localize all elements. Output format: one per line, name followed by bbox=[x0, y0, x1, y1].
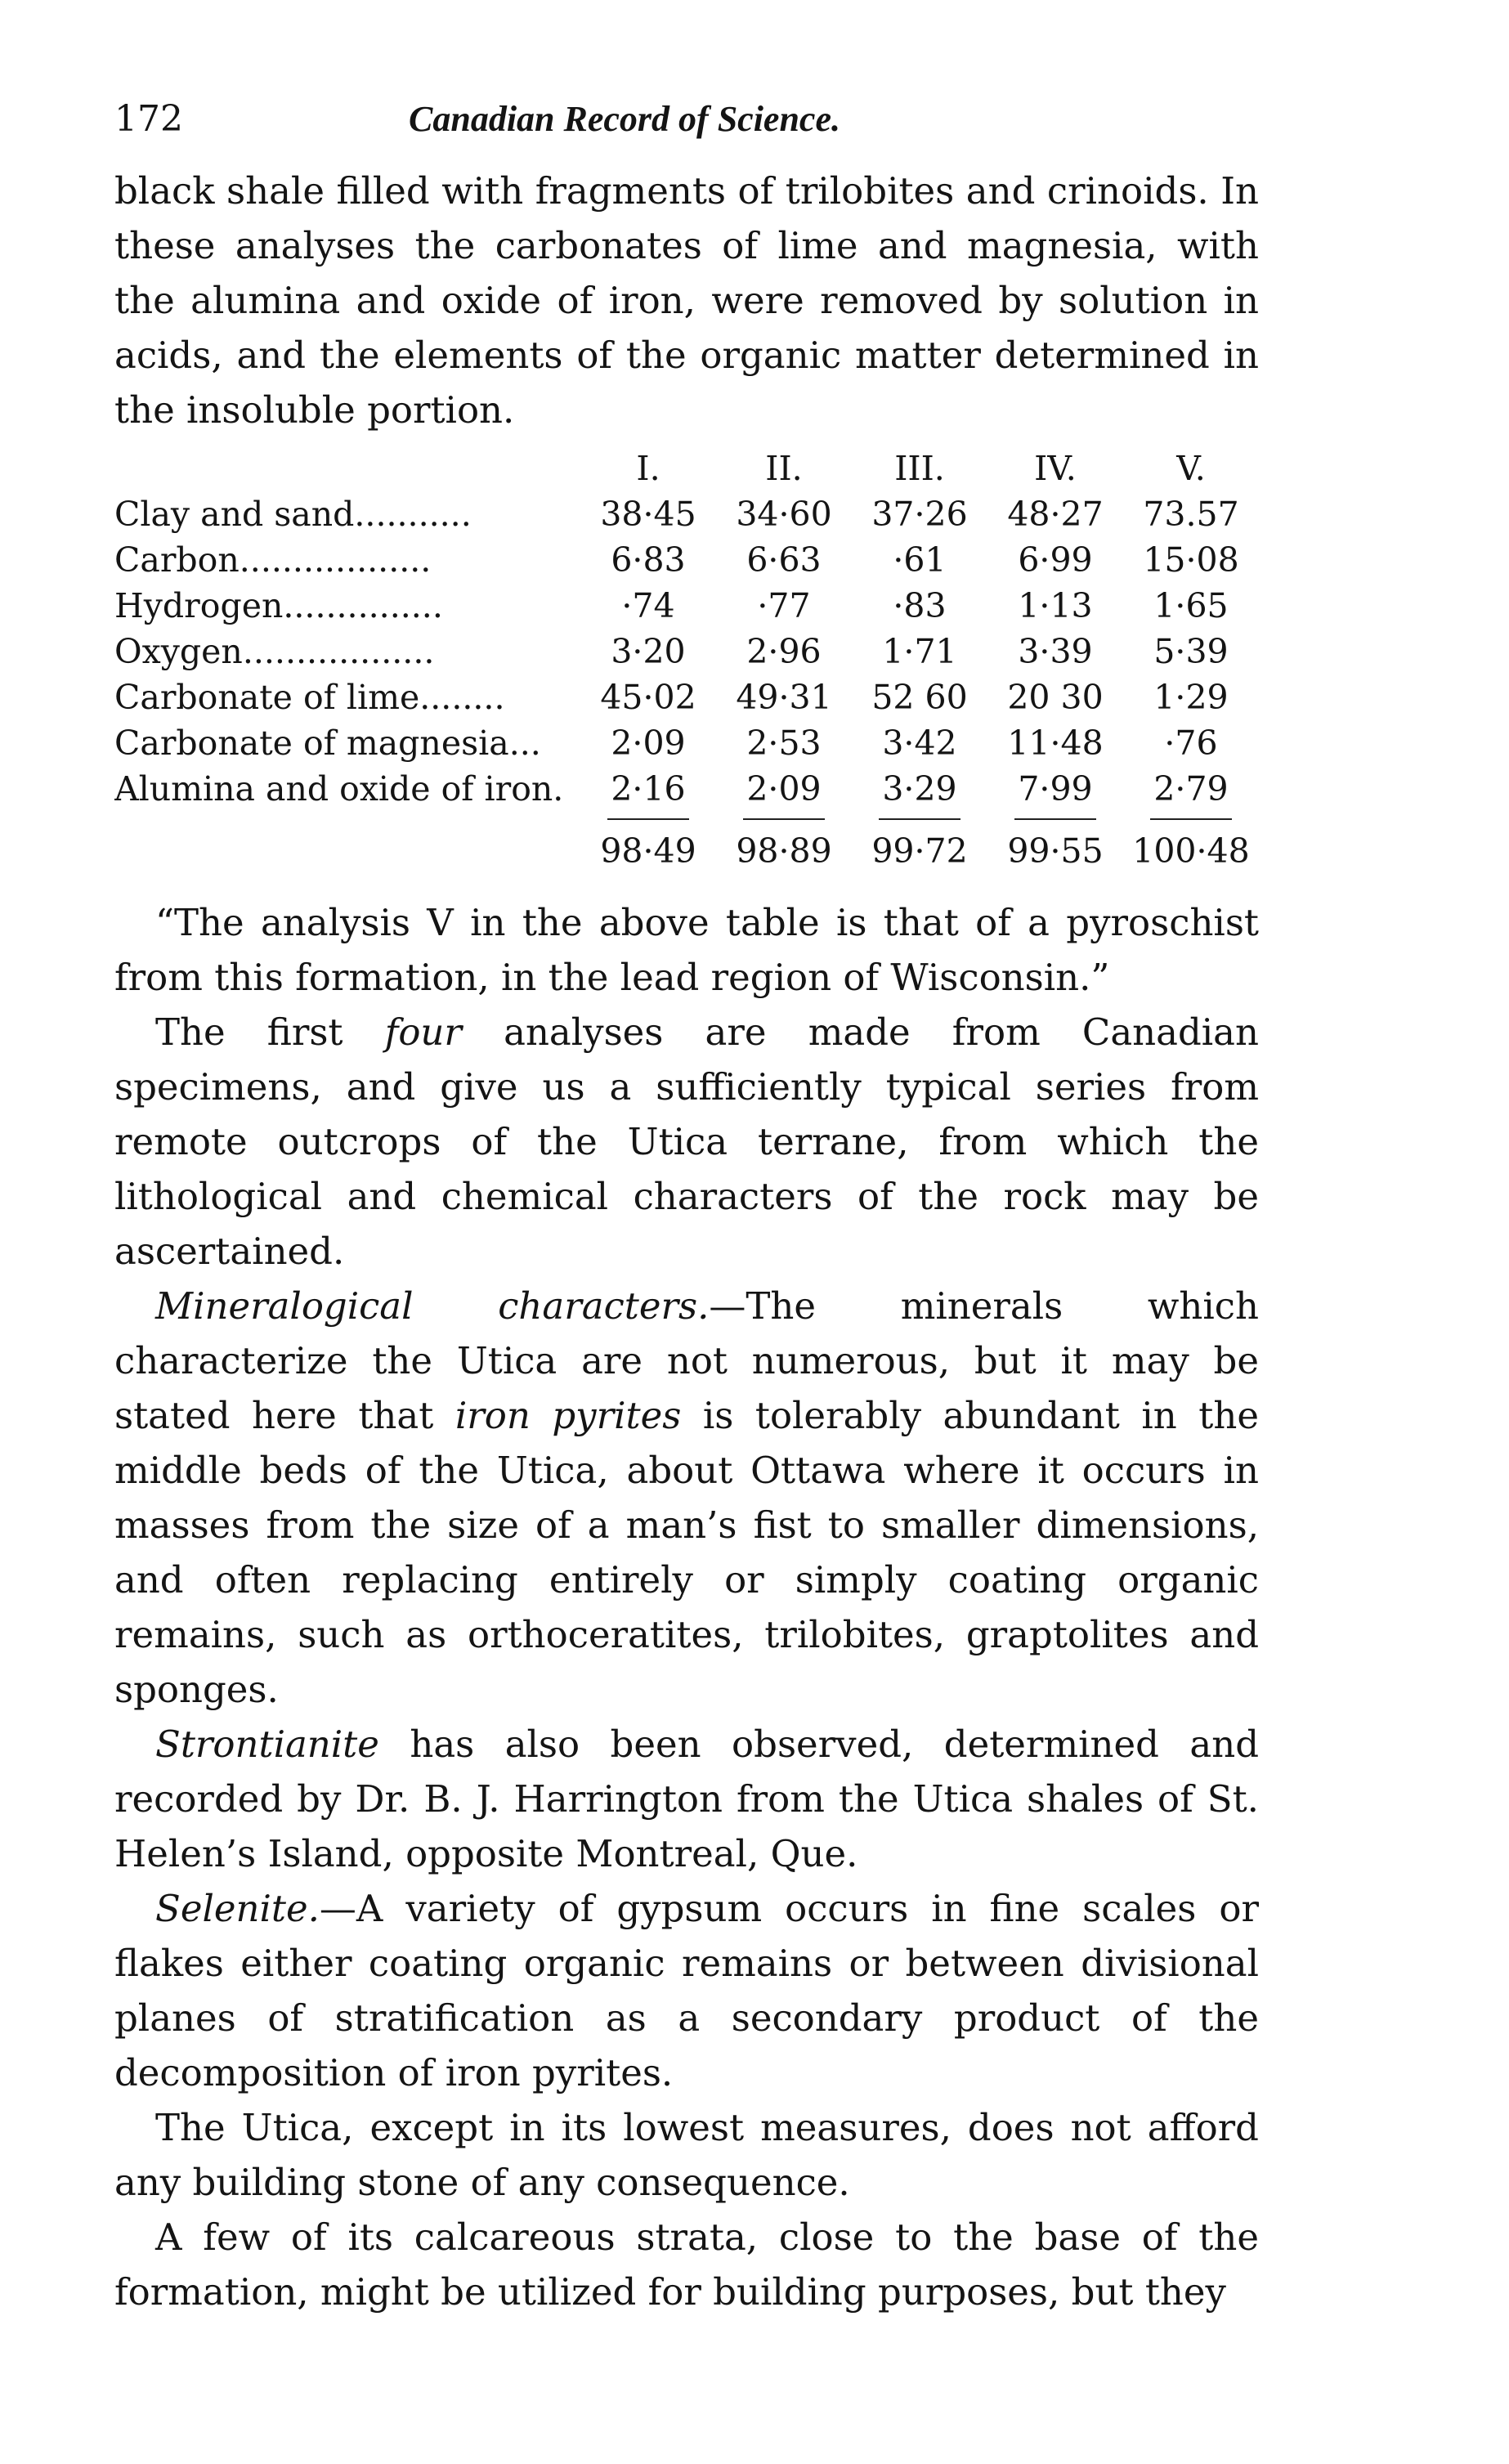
table-cell: 3·20 bbox=[611, 632, 686, 671]
emphasis: iron pyrites bbox=[454, 1394, 682, 1437]
sum-rule bbox=[716, 812, 852, 828]
table-cell: ·83 bbox=[893, 586, 947, 625]
table-cell: 3·29 bbox=[882, 769, 957, 809]
table-cell: 2·09 bbox=[611, 724, 686, 763]
table-cell: 6·83 bbox=[611, 540, 686, 580]
text-run: has also been observed, determined and recorded by Dr. B. J. Harrington from the Utica shales of St. Helen’s Island, opposite Montreal, Que. bbox=[114, 1723, 1259, 1875]
row-label: Carbon.................. bbox=[114, 540, 432, 580]
sum-rule bbox=[852, 812, 987, 828]
table-cell: 38·45 bbox=[600, 495, 696, 534]
table-cell: 34·60 bbox=[736, 495, 832, 534]
table-cell: 3·42 bbox=[882, 724, 957, 763]
paragraph-calcareous-strata: A few of its calcareous strata, close to the base of the formation, might be utilized for building purposes, but they bbox=[114, 2215, 1259, 2314]
table-cell: 7·99 bbox=[1018, 769, 1093, 809]
page-number: 172 bbox=[114, 98, 183, 140]
total-cell: 99·72 bbox=[871, 831, 968, 871]
row-label: Hydrogen............... bbox=[114, 586, 443, 625]
rules-spacer bbox=[114, 812, 580, 828]
table-row bbox=[114, 766, 1259, 812]
table-cell: 6·63 bbox=[746, 540, 822, 580]
total-cell: 98·49 bbox=[600, 831, 696, 871]
table-cell: 49·31 bbox=[736, 678, 832, 717]
paragraph-quote-analysis-v: “The analysis V in the above table is that of a pyroschist from this formation, in the lead region of Wisconsin.” bbox=[114, 901, 1259, 999]
table-row bbox=[114, 537, 1259, 583]
table-cell: 52 60 bbox=[871, 678, 968, 717]
text-run: is tolerably abundant in the middle beds of the Utica, about Ottawa where it occurs in masses from the size of a man’s fist to smaller dimensions, and often replacing entirely or simply coating organic remains, such as orthoceratites, trilobites, graptolites and sponges. bbox=[114, 1394, 1259, 1711]
column-header: II. bbox=[765, 449, 803, 488]
table-cell: 11·48 bbox=[1007, 724, 1104, 763]
table-row bbox=[114, 674, 1259, 720]
table-cell: ·76 bbox=[1164, 724, 1218, 763]
table-cell: 45·02 bbox=[600, 678, 696, 717]
row-label: Carbonate of magnesia... bbox=[114, 724, 541, 763]
table-cell: 15·08 bbox=[1143, 540, 1239, 580]
page bbox=[114, 98, 1259, 2319]
table-row bbox=[114, 583, 1259, 629]
table-header-row bbox=[114, 446, 1259, 491]
table-cell: 48·27 bbox=[1007, 495, 1104, 534]
paragraph-building-stone: The Utica, except in its lowest measures, does not afford any building stone of any consequence. bbox=[114, 2106, 1259, 2204]
table-cell: ·61 bbox=[893, 540, 947, 580]
table-cell: 1·71 bbox=[882, 632, 957, 671]
row-label: Oxygen.................. bbox=[114, 632, 435, 671]
table-cell: ·77 bbox=[757, 586, 811, 625]
table-row bbox=[114, 491, 1259, 537]
row-label: Alumina and oxide of iron. bbox=[114, 769, 564, 809]
table-cell: 73.57 bbox=[1143, 495, 1239, 534]
table-cell: 2·09 bbox=[746, 769, 822, 809]
sum-rule bbox=[580, 812, 716, 828]
table-cell: 6·99 bbox=[1018, 540, 1093, 580]
paragraph-first-four bbox=[114, 1005, 1259, 1279]
paragraph-mineralogical bbox=[114, 1279, 1259, 1717]
column-header: I. bbox=[636, 449, 660, 488]
paragraph-selenite bbox=[114, 1881, 1259, 2100]
sum-rule bbox=[1123, 812, 1259, 828]
text-run: —A variety of gypsum occurs in fine scales or flakes either coating organic remains or between divisional planes of stratification as a secondary product of the decomposition of iron pyrites. bbox=[114, 1887, 1259, 2094]
body-text bbox=[114, 164, 1259, 2319]
total-cell: 98·89 bbox=[736, 831, 832, 871]
row-label: Carbonate of lime........ bbox=[114, 678, 505, 717]
table-cell: 1·29 bbox=[1153, 678, 1229, 717]
table-cell: 1·13 bbox=[1018, 586, 1093, 625]
text-run: —The minerals which characterize the Utica are not numerous, but it may be stated here that bbox=[114, 1284, 1259, 1437]
table-cell: 1·65 bbox=[1153, 586, 1229, 625]
emphasis: four bbox=[384, 1010, 462, 1054]
table-cell: 2·79 bbox=[1153, 769, 1229, 809]
column-header: IV. bbox=[1034, 449, 1077, 488]
totals-row bbox=[114, 828, 1259, 874]
text-run: The first bbox=[155, 1010, 385, 1054]
paragraph-strontianite bbox=[114, 1717, 1259, 1881]
sum-rule bbox=[987, 812, 1123, 828]
table-cell: 2·16 bbox=[611, 769, 686, 809]
sum-rules bbox=[114, 812, 1259, 828]
column-header: V. bbox=[1176, 449, 1206, 488]
text-run: analyses are made from Canadian specimens, and give us a sufficiently typical series from remote outcrops of the Utica terrane, from which the lithological and chemical characters of the rock may be ascertained. bbox=[114, 1010, 1259, 1273]
total-cell: 100·48 bbox=[1132, 831, 1250, 871]
page-header bbox=[114, 98, 1259, 164]
row-label: Clay and sand........... bbox=[114, 495, 472, 534]
table-cell: ·74 bbox=[621, 586, 675, 625]
table-cell: 20 30 bbox=[1007, 678, 1104, 717]
running-title: Canadian Record of Science. bbox=[409, 99, 840, 139]
table-row bbox=[114, 629, 1259, 674]
column-header: III. bbox=[894, 449, 945, 488]
section-heading: Mineralogical characters. bbox=[155, 1284, 710, 1328]
intro-paragraph: black shale filled with fragments of trilobites and crinoids. In these analyses the carbonates of lime and magnesia, with the alumina and oxide of iron, were removed by solution in acids, and the elements of the organic matter determined in the insoluble portion. bbox=[114, 169, 1259, 432]
table-cell: 37·26 bbox=[871, 495, 968, 534]
table-cell: 2·96 bbox=[746, 632, 822, 671]
table-row bbox=[114, 720, 1259, 766]
section-heading: Selenite. bbox=[155, 1887, 320, 1930]
total-cell: 99·55 bbox=[1007, 831, 1104, 871]
analysis-table bbox=[114, 446, 1259, 874]
table-cell: 2·53 bbox=[746, 724, 822, 763]
emphasis: Strontianite bbox=[155, 1723, 379, 1766]
table-cell: 5·39 bbox=[1153, 632, 1229, 671]
table-cell: 3·39 bbox=[1018, 632, 1093, 671]
